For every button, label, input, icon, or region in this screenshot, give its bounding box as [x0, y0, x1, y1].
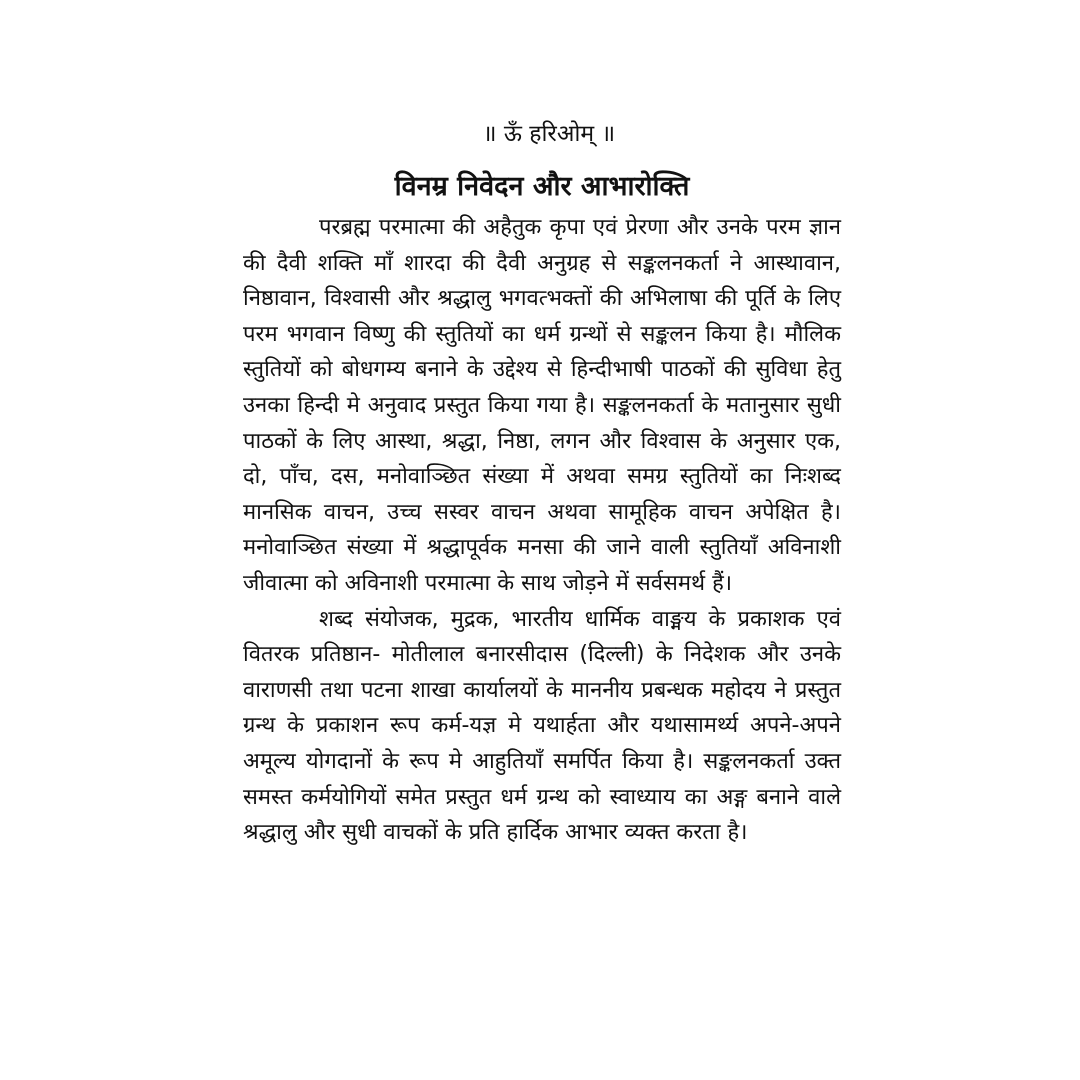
body-paragraph-1: परब्रह्म परमात्मा की अहैतुक कृपा एवं प्रेरणा और उनके परम ज्ञान की दैवी शक्ति माँ शारदा की दैवी अनुग्रह से सङ्कलनकर्ता ने आस्थावान, निष्ठावान, विश्वासी और श्रद्धालु भगवत्भक्तों की अभिलाषा की पूर्ति के लिए परम भगवान विष्णु की स्तुतियों का धर्म ग्रन्थों से सङ्कलन किया है। मौलिक स्तुतियों को बोधगम्य बनाने के उद्देश्य से हिन्दीभाषी पाठकों की सुविधा हेतु उनका हिन्दी मे अनुवाद प्रस्तुत किया गया है। सङ्कलनकर्ता के मतानुसार सुधी पाठकों के लिए आस्था, श्रद्धा, निष्ठा, लगन और विश्वास के अनुसार एक, दो, पाँच, दस, मनोवाञ्छित संख्या में अथवा समग्र स्तुतियों का निःशब्द मानसिक वाचन, उच्च सस्वर वाचन अथवा सामूहिक वाचन अपेक्षित है। मनोवाञ्छित संख्या में श्रद्धापूर्वक मनसा की जाने वाली स्तुतियाँ अविनाशी जीवात्मा को अविनाशी परमात्मा के साथ जोड़ने में सर्वसमर्थ हैं। — [243, 215, 841, 596]
page-title: विनम्र निवेदन और आभारोक्ति — [394, 171, 690, 202]
document-page — [243, 118, 841, 851]
invocation-heading: ॥ ऊँ हरिओम् ॥ — [482, 121, 616, 147]
body-paragraph-2: शब्द संयोजक, मुद्रक, भारतीय धार्मिक वाङ्मय के प्रकाशक एवं वितरक प्रतिष्ठान- मोतीलाल बनारसीदास (दिल्ली) के निदेशक और उनके वाराणसी तथा पटना शाखा कार्यालयों के माननीय प्रबन्धक महोदय ने प्रस्तुत ग्रन्थ के प्रकाशन रूप कर्म-यज्ञ मे यथार्हता और यथासामर्थ्य अपने-अपने अमूल्य योगदानों के रूप मे आहुतियाँ समर्पित किया है। सङ्कलनकर्ता उक्त समस्त कर्मयोगियों समेत प्रस्तुत धर्म ग्रन्थ को स्वाध्याय का अङ्ग बनाने वाले श्रद्धालु और सुधी वाचकों के प्रति हार्दिक आभार व्यक्त करता है। — [243, 606, 841, 846]
